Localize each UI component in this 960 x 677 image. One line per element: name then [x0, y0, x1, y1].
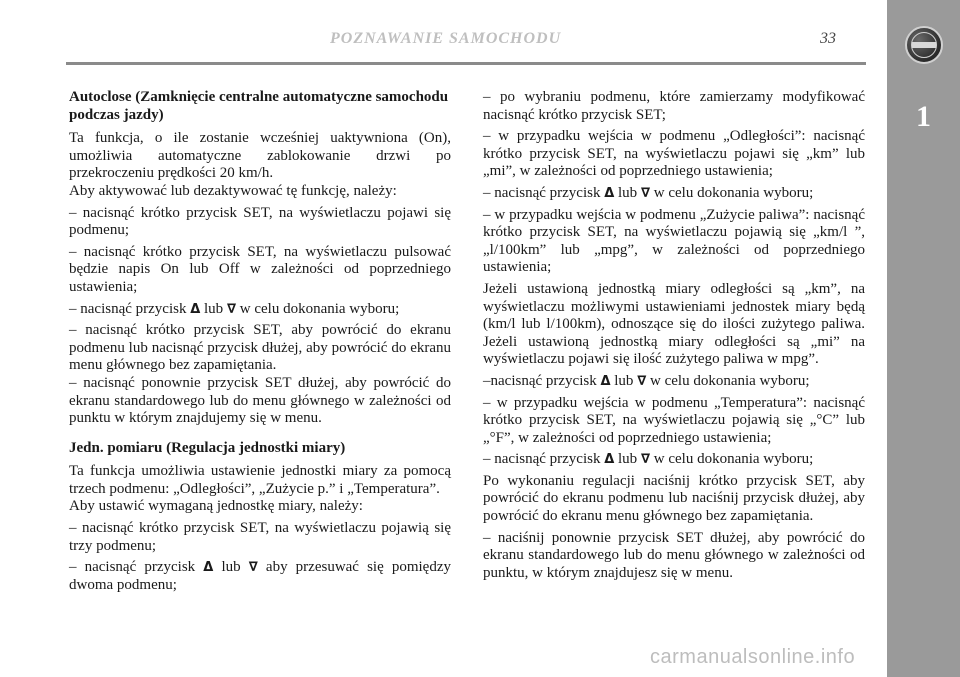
- heading-autoclose: Autoclose (Zamknięcie centralne automatyczne samochodu podczas jazdy): [69, 89, 449, 123]
- header-rule: [66, 62, 866, 65]
- up-arrow-icon: Δ: [203, 560, 214, 576]
- paragraph: – naciśnij ponownie przycisk SET dłużej, aby powrócić do ekranu standardowego lub do menu głównego w zależności od punktu, w którym znajdujesz się w menu.: [483, 529, 865, 581]
- paragraph: Jeżeli ustawioną jednostką miary odległości są „km”, na wyświetlaczu możliwymi ustawieniami jednostek miary będą (km/l lub l/100km), odnoszące się do ilości zużytego paliwa. Jeżeli ustawioną jednostką miary odległości są „mi” na wyświetlaczu pojawi się ilość zużytego paliwa w mpg”.: [483, 280, 865, 368]
- paragraph: – nacisnąć przycisk Δ lub ∇ w celu dokonania wyboru;: [483, 184, 814, 201]
- up-arrow-icon: Δ: [604, 452, 615, 468]
- down-arrow-icon: ∇: [226, 301, 236, 317]
- paragraph: – w przypadku wejścia w podmenu „Odległości”: nacisnąć krótko przycisk SET, na wyświetlaczu pojawi się „km” lub „mi”, w zależności od poprzedniego ustawienia;: [483, 128, 865, 180]
- up-arrow-icon: Δ: [190, 301, 201, 317]
- paragraph: – w przypadku wejścia w podmenu „Temperatura”: nacisnąć krótko przycisk SET, na wyświetlaczu pojawią się „°C” lub „°F”, w zależności od poprzedniego ustawienia;: [483, 394, 865, 446]
- paragraph: Ta funkcja umożliwia ustawienie jednostki miary za pomocą trzech podmenu: „Odległości”, „Zużycie p.” i „Temperatura”.: [69, 463, 451, 497]
- heading-units: Jedn. pomiaru (Regulacja jednostki miary): [69, 439, 346, 456]
- badge-ring: [911, 32, 937, 58]
- paragraph: – nacisnąć przycisk Δ lub ∇ aby przesuwać się pomiędzy dwoma podmenu;: [69, 559, 451, 593]
- section-title: POZNAWANIE SAMOCHODU: [330, 30, 562, 47]
- paragraph: – nacisnąć krótko przycisk SET, na wyświetlaczu pojawi się podmenu;: [69, 204, 451, 239]
- paragraph: Po wykonaniu regulacji naciśnij krótko przycisk SET, aby powrócić do ekranu podmenu lub naciśnij przycisk dłużej, aby powrócić do ekranu menu głównego bez zapamiętania.: [483, 472, 865, 525]
- page-number: 33: [820, 30, 836, 47]
- up-arrow-icon: Δ: [604, 185, 615, 201]
- left-column: [69, 89, 451, 598]
- lancia-badge-icon: [905, 26, 943, 64]
- down-arrow-icon: ∇: [637, 373, 647, 389]
- paragraph: – nacisnąć przycisk Δ lub ∇ w celu dokonania wyboru;: [483, 451, 814, 468]
- paragraph: – nacisnąć krótko przycisk SET, na wyświetlaczu pojawią się trzy podmenu;: [69, 520, 451, 554]
- badge-band: [912, 42, 936, 48]
- up-arrow-icon: Δ: [600, 373, 611, 389]
- down-arrow-icon: ∇: [640, 185, 650, 201]
- paragraph: –nacisnąć przycisk Δ lub ∇ w celu dokonania wyboru;: [483, 372, 810, 389]
- paragraph: – nacisnąć krótko przycisk SET, aby powrócić do ekranu podmenu lub nacisnąć przycisk dłużej, aby powrócić do ekranu menu głównego bez zapamiętania.: [69, 322, 451, 374]
- paragraph: Aby aktywować lub dezaktywować tę funkcję, należy:: [69, 182, 397, 199]
- paragraph: – nacisnąć ponownie przycisk SET dłużej, aby powrócić do ekranu standardowego lub do menu głównego w zależności od punktu w którym znajdujemy się w menu.: [69, 374, 451, 427]
- right-column: [483, 89, 865, 586]
- down-arrow-icon: ∇: [248, 560, 258, 576]
- chapter-number: 1: [916, 100, 931, 133]
- paragraph: – nacisnąć przycisk Δ lub ∇ w celu dokonania wyboru;: [69, 300, 400, 317]
- paragraph: – po wybraniu podmenu, które zamierzamy modyfikować nacisnąć krótko przycisk SET;: [483, 89, 865, 123]
- watermark: carmanualsonline.info: [650, 646, 856, 668]
- paragraph: Aby ustawić wymaganą jednostkę miary, należy:: [69, 498, 363, 515]
- paragraph: – nacisnąć krótko przycisk SET, na wyświetlaczu pulsować będzie napis On lub Off w zależności od poprzedniego ustawienia;: [69, 243, 451, 295]
- paragraph: Ta funkcja, o ile zostanie wcześniej uaktywniona (On), umożliwia automatyczne zablokowanie drzwi po przekroczeniu prędkości 20 km/h.: [69, 130, 451, 182]
- paragraph: – w przypadku wejścia w podmenu „Zużycie paliwa”: nacisnąć krótko przycisk SET, na wyświetlaczu pojawią się „km/l ”, „l/100km” lub „mpg”, w zależności od poprzedniego ustawienia;: [483, 206, 865, 276]
- down-arrow-icon: ∇: [640, 452, 650, 468]
